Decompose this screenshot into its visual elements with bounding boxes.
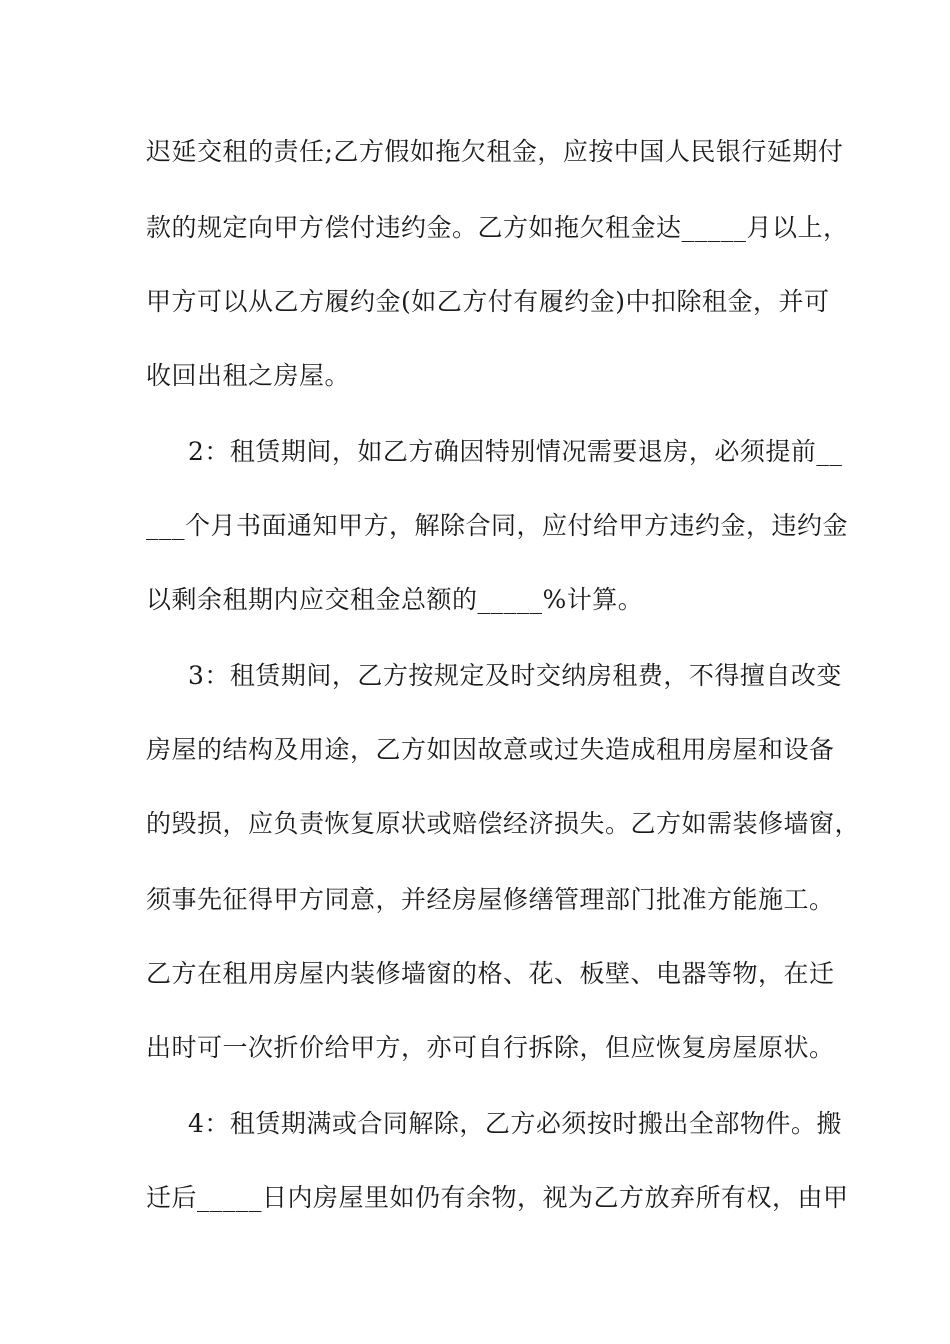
paragraph-line: 的毁损，应负责恢复原状或赔偿经济损失。乙方如需装修墙窗， bbox=[146, 809, 861, 838]
clause-4-start: 4：租赁期满或合同解除，乙方必须按时搬出全部物件。搬 bbox=[188, 1109, 842, 1138]
paragraph-line: 甲方可以从乙方履约金(如乙方付有履约金)中扣除租金，并可 bbox=[146, 287, 830, 316]
paragraph-line: 乙方在租用房屋内装修墙窗的格、花、板壁、电器等物，在迁 bbox=[146, 959, 835, 988]
paragraph-line: 款的规定向甲方偿付违约金。乙方如拖欠租金达_____月以上， bbox=[146, 213, 849, 242]
paragraph-line: 以剩余租期内应交租金总额的_____%计算。 bbox=[146, 585, 644, 614]
paragraph-line: 须事先征得甲方同意，并经房屋修缮管理部门批准方能施工。 bbox=[146, 885, 835, 914]
clause-3-start: 3：租赁期间，乙方按规定及时交纳房租费，不得擅自改变 bbox=[188, 661, 842, 690]
paragraph-line: 收回出租之房屋。 bbox=[146, 361, 351, 390]
paragraph-line: 迟延交租的责任;乙方假如拖欠租金，应按中国人民银行延期付 bbox=[146, 137, 844, 166]
paragraph-line: 迁后_____日内房屋里如仍有余物，视为乙方放弃所有权，由甲 bbox=[146, 1183, 849, 1212]
paragraph-line: 房屋的结构及用途，乙方如因故意或过失造成租用房屋和设备 bbox=[146, 735, 835, 764]
paragraph-line: ___个月书面通知甲方，解除合同，应付给甲方违约金，违约金 bbox=[146, 511, 849, 540]
paragraph-line: 出时可一次折价给甲方，亦可自行拆除，但应恢复房屋原状。 bbox=[146, 1033, 835, 1062]
clause-2-start: 2：租赁期间，如乙方确因特别情况需要退房，必须提前__ bbox=[188, 437, 843, 466]
